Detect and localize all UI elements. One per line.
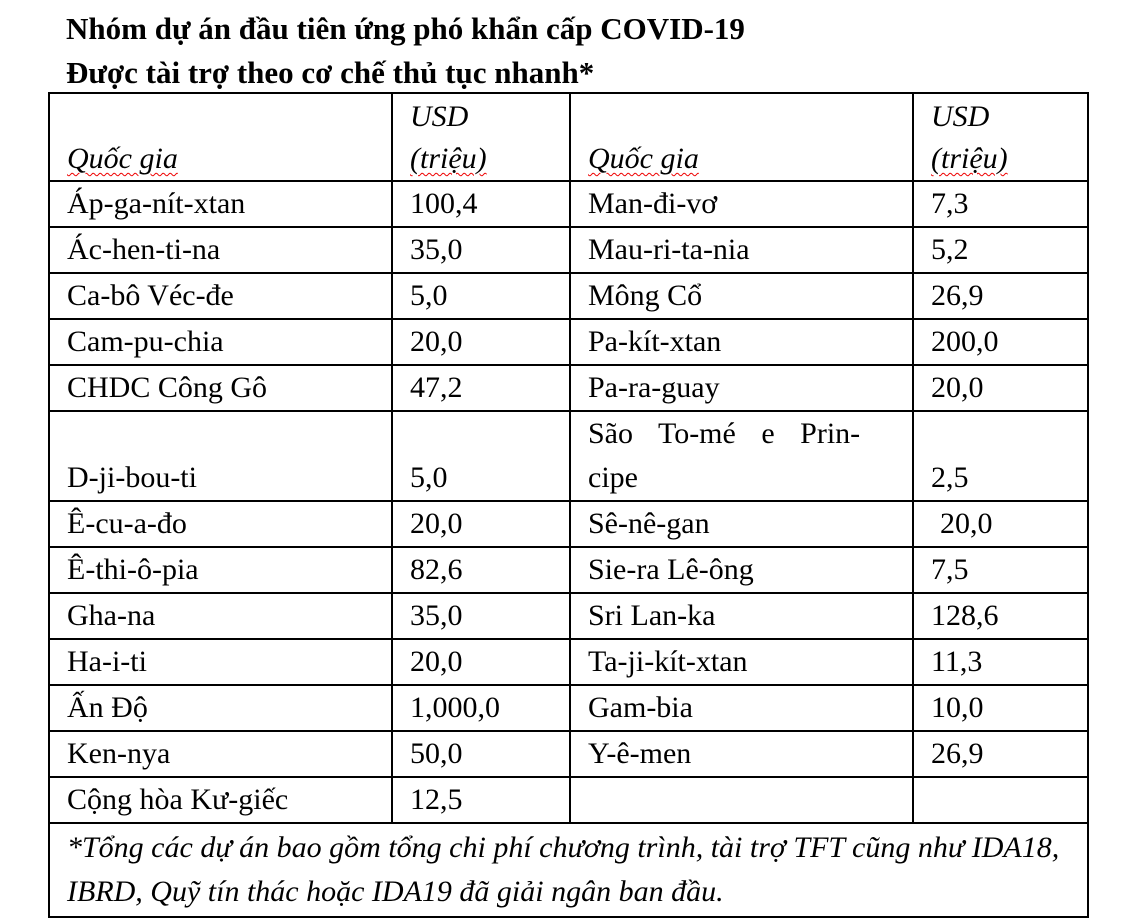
country-cell: Ta-ji-kít-xtan (570, 639, 913, 685)
country-cell: Ha-i-ti (49, 639, 392, 685)
country-cell: Gha-na (49, 593, 392, 639)
country-cell: Ken-nya (49, 731, 392, 777)
country-cell: Cộng hòa Kư-giếc (49, 777, 392, 823)
usd-cell: 20,0 (392, 501, 570, 547)
country-cell: D-ji-bou-ti (49, 411, 392, 501)
usd-cell: 2,5 (913, 411, 1088, 501)
table-row (49, 731, 1088, 777)
header-country-left: Quốc gia (49, 93, 392, 181)
table-row (49, 227, 1088, 273)
country-cell: Ác-hen-ti-na (49, 227, 392, 273)
country-cell: Ê-thi-ô-pia (49, 547, 392, 593)
usd-cell: 26,9 (913, 273, 1088, 319)
usd-cell: 200,0 (913, 319, 1088, 365)
covid-projects-table (48, 92, 1089, 918)
usd-cell: 128,6 (913, 593, 1088, 639)
table-row (49, 273, 1088, 319)
header-country-right: Quốc gia (570, 93, 913, 181)
usd-cell: 1,000,0 (392, 685, 570, 731)
country-cell: Sê-nê-gan (570, 501, 913, 547)
country-cell: Mông Cổ (570, 273, 913, 319)
table-row (49, 365, 1088, 411)
country-cell: Pa-ra-guay (570, 365, 913, 411)
usd-cell: 47,2 (392, 365, 570, 411)
table-row (49, 685, 1088, 731)
usd-cell: 5,0 (392, 273, 570, 319)
country-cell: Pa-kít-xtan (570, 319, 913, 365)
table-row (49, 181, 1088, 227)
usd-cell: 35,0 (392, 593, 570, 639)
usd-cell: 20,0 (913, 365, 1088, 411)
table-row (49, 639, 1088, 685)
usd-cell: 26,9 (913, 731, 1088, 777)
usd-cell: 7,3 (913, 181, 1088, 227)
country-cell: Áp-ga-nít-xtan (49, 181, 392, 227)
usd-cell: 20,0 (392, 639, 570, 685)
table-row (49, 593, 1088, 639)
usd-cell: 50,0 (392, 731, 570, 777)
country-cell: Ca-bô Véc-đe (49, 273, 392, 319)
usd-cell: 5,2 (913, 227, 1088, 273)
usd-cell: 100,4 (392, 181, 570, 227)
usd-cell: 11,3 (913, 639, 1088, 685)
usd-cell: 20,0 (913, 501, 1088, 547)
table-row (49, 501, 1088, 547)
header-usd-right: USD (triệu) (913, 93, 1088, 181)
usd-cell: 5,0 (392, 411, 570, 501)
country-cell (570, 777, 913, 823)
usd-cell: 10,0 (913, 685, 1088, 731)
usd-cell: 82,6 (392, 547, 570, 593)
table-row (49, 411, 1088, 501)
country-cell: Mau-ri-ta-nia (570, 227, 913, 273)
country-cell: Cam-pu-chia (49, 319, 392, 365)
country-cell: Man-đi-vơ (570, 181, 913, 227)
usd-cell: 35,0 (392, 227, 570, 273)
usd-cell (913, 777, 1088, 823)
country-cell: CHDC Công Gô (49, 365, 392, 411)
table-row (49, 777, 1088, 823)
table-row (49, 319, 1088, 365)
country-cell: São To-mé e Prin- cipe (570, 411, 913, 501)
table-header-row (49, 93, 1088, 181)
country-cell: Sri Lan-ka (570, 593, 913, 639)
document-title-line-2: Được tài trợ theo cơ chế thủ tục nhanh* (66, 55, 595, 90)
footnote-row (49, 823, 1088, 917)
country-cell: Ê-cu-a-đo (49, 501, 392, 547)
header-usd-left: USD (triệu) (392, 93, 570, 181)
country-cell: Y-ê-men (570, 731, 913, 777)
usd-cell: 7,5 (913, 547, 1088, 593)
document-title-line-1: Nhóm dự án đầu tiên ứng phó khẩn cấp COVID-19 (66, 11, 745, 46)
footnote: *Tổng các dự án bao gồm tổng chi phí chương trình, tài trợ TFT cũng như IDA18, IBRD, Quỹ tín thác hoặc IDA19 đã giải ngân ban đầu. (49, 823, 1088, 917)
usd-cell: 20,0 (392, 319, 570, 365)
country-cell: Gam-bia (570, 685, 913, 731)
country-cell: Ấn Độ (49, 685, 392, 731)
usd-cell: 12,5 (392, 777, 570, 823)
table-row (49, 547, 1088, 593)
country-cell: Sie-ra Lê-ông (570, 547, 913, 593)
